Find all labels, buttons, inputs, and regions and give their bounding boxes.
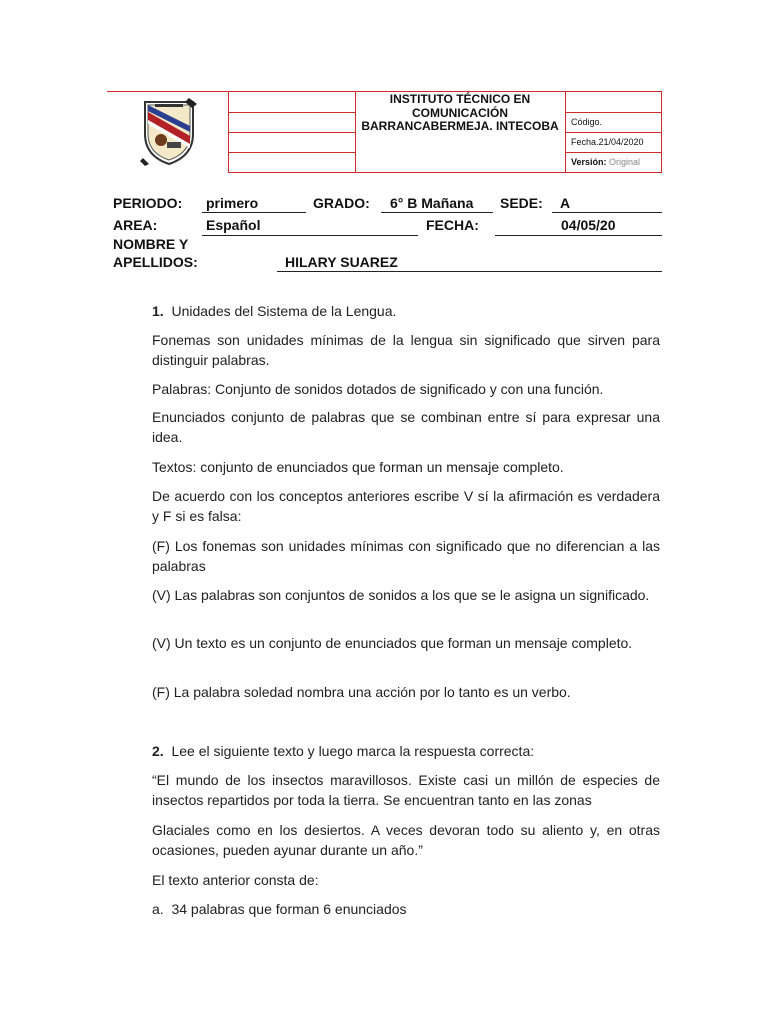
apellidos-label: APELLIDOS: (113, 254, 198, 270)
answer-item: (V) Las palabras son conjuntos de sonidos a los que se le asigna un significado. (152, 587, 650, 603)
paragraph: Enunciados conjunto de palabras que se combinan entre sí para expresar una idea. (152, 409, 660, 445)
quote-part-2: Glaciales como en los desiertos. A veces devoran todo su aliento y, en otras ocasiones, pueden ayunar durante un año.” (152, 822, 660, 858)
paragraph: Textos: conjunto de enunciados que forman un mensaje completo. (152, 459, 564, 475)
paragraph: Fonemas son unidades mínimas de la lengua sin significado que sirven para distinguir palabras. (152, 332, 660, 368)
answer-item: (F) Los fonemas son unidades mínimas con significado que no diferencian a las palabras (152, 538, 660, 574)
area-label: AREA: (113, 217, 158, 233)
section2-heading: 2. Lee el siguiente texto y luego marca la respuesta correcta: (152, 743, 535, 759)
fecha-value: 04/05/20 (561, 217, 616, 233)
fecha-meta-cell: Fecha.21/04/2020 (565, 132, 662, 153)
institution-name: INSTITUTO TÉCNICO EN COMUNICACIÓN BARRANCABERMEJA. INTECOBA (361, 92, 559, 133)
section1-heading: 1. Unidades del Sistema de la Lengua. (152, 303, 397, 319)
codigo-cell: Código. (565, 112, 662, 133)
grado-value: 6° B Mañana (390, 195, 474, 211)
fecha-label: FECHA: (426, 217, 479, 233)
question: El texto anterior consta de: (152, 872, 319, 888)
logo-cell (107, 91, 229, 173)
header-table (107, 91, 662, 173)
paragraph: De acuerdo con los conceptos anteriores escribe V sí la afirmación es verdadera y F si es falsa: (152, 488, 660, 524)
grado-label: GRADO: (313, 195, 370, 211)
paragraph: Palabras: Conjunto de sonidos dotados de significado y con una función. (152, 381, 604, 397)
periodo-label: PERIODO: (113, 195, 183, 211)
school-crest-icon (137, 96, 201, 168)
sede-label: SEDE: (500, 195, 543, 211)
answer-item: (V) Un texto es un conjunto de enunciados que forman un mensaje completo. (152, 635, 633, 651)
quote-part-1: “El mundo de los insectos maravillosos. Existe casi un millón de especies de insectos repartidos por toda la tierra. Se encuentran tanto en las zonas (152, 772, 660, 808)
sede-value: A (560, 195, 571, 211)
periodo-value: primero (206, 195, 259, 211)
area-value: Español (206, 217, 261, 233)
answer-item: (F) La palabra soledad nombra una acción por lo tanto es un verbo. (152, 684, 571, 700)
nombre-label: NOMBRE Y (113, 236, 189, 252)
student-name: HILARY SUAREZ (285, 254, 398, 270)
version-cell: Versión: Original (565, 152, 662, 173)
option-a: a. 34 palabras que forman 6 enunciados (152, 901, 407, 917)
